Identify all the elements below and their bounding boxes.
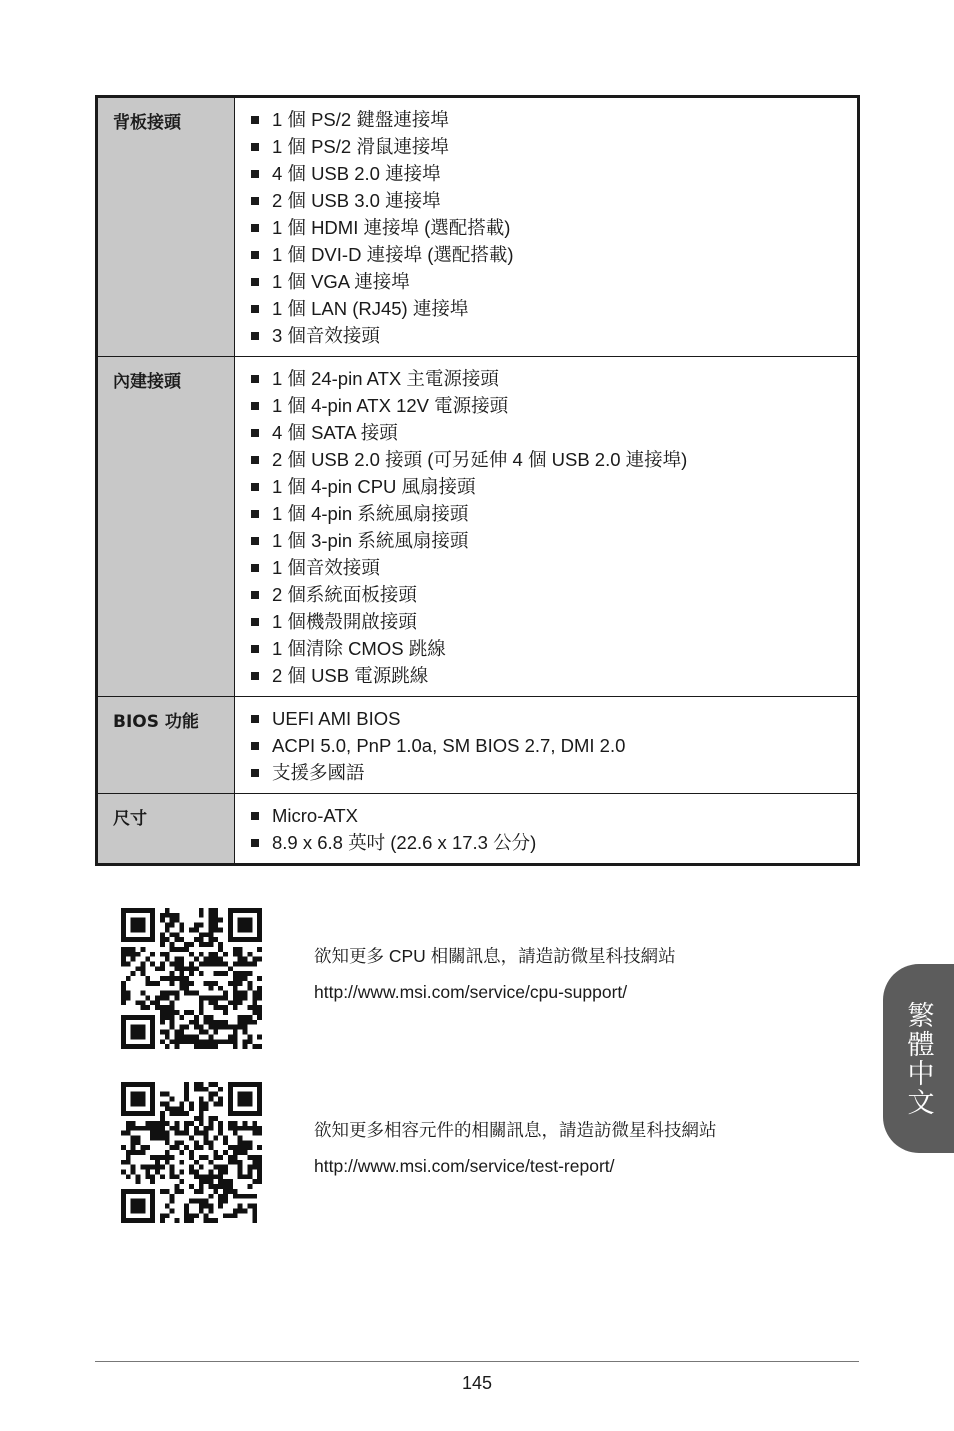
spec-item: 1 個 4-pin ATX 12V 電源接頭 xyxy=(250,392,857,419)
spec-item: 8.9 x 6.8 英吋 (22.6 x 17.3 公分) xyxy=(250,829,857,856)
spec-item: 3 個音效接頭 xyxy=(250,322,857,349)
spec-item: 2 個 USB 2.0 接頭 (可另延伸 4 個 USB 2.0 連接埠) xyxy=(250,446,857,473)
qr-info-test-report xyxy=(314,1112,717,1184)
spec-item: 1 個 LAN (RJ45) 連接埠 xyxy=(250,295,857,322)
spec-item: 1 個 VGA 連接埠 xyxy=(250,268,857,295)
spec-item: 支援多國語 xyxy=(250,759,857,786)
spec-item: 2 個 USB 電源跳線 xyxy=(250,662,857,689)
spec-item-list xyxy=(250,705,857,786)
spec-item: 1 個 24-pin ATX 主電源接頭 xyxy=(250,365,857,392)
spec-item: 1 個機殼開啟接頭 xyxy=(250,608,857,635)
spec-item: 1 個 3-pin 系統風扇接頭 xyxy=(250,527,857,554)
spec-item: UEFI AMI BIOS xyxy=(250,705,857,732)
spec-row-label: 內建接頭 xyxy=(97,357,235,697)
spec-item: Micro-ATX xyxy=(250,802,857,829)
page-number: 145 xyxy=(461,1373,493,1393)
spec-item-list xyxy=(250,106,857,349)
spec-item: 1 個 PS/2 滑鼠連接埠 xyxy=(250,133,857,160)
spec-row-label: BIOS 功能 xyxy=(97,697,235,794)
qr-caption: 欲知更多 CPU 相關訊息，請造訪微星科技網站 xyxy=(314,946,676,966)
spec-row-internal-connectors xyxy=(97,357,859,697)
qr-info-cpu-support xyxy=(314,938,676,1010)
spec-item: 1 個音效接頭 xyxy=(250,554,857,581)
spec-item-list xyxy=(250,802,857,856)
spec-row-rear-io xyxy=(97,97,859,357)
language-tab: 繁體中文 xyxy=(883,964,954,1153)
spec-item: ACPI 5.0, PnP 1.0a, SM BIOS 2.7, DMI 2.0 xyxy=(250,732,857,759)
spec-item: 1 個 PS/2 鍵盤連接埠 xyxy=(250,106,857,133)
qr-code-cpu-support xyxy=(121,908,262,1049)
spec-item: 1 個 4-pin CPU 風扇接頭 xyxy=(250,473,857,500)
spec-item: 1 個清除 CMOS 跳線 xyxy=(250,635,857,662)
spec-item-list xyxy=(250,365,857,689)
qr-code-test-report xyxy=(121,1082,262,1223)
spec-row-bios xyxy=(97,697,859,794)
spec-table xyxy=(95,95,860,866)
spec-row-dimensions xyxy=(97,794,859,865)
spec-row-label: 背板接頭 xyxy=(97,97,235,357)
qr-caption: 欲知更多相容元件的相關訊息，請造訪微星科技網站 xyxy=(314,1120,717,1140)
spec-item: 2 個系統面板接頭 xyxy=(250,581,857,608)
spec-row-label: 尺寸 xyxy=(97,794,235,865)
spec-item: 4 個 SATA 接頭 xyxy=(250,419,857,446)
footer-divider xyxy=(95,1361,859,1362)
qr-url-link[interactable]: http://www.msi.com/service/test-report/ xyxy=(314,1156,615,1176)
qr-url-link[interactable]: http://www.msi.com/service/cpu-support/ xyxy=(314,982,628,1002)
spec-item: 1 個 4-pin 系統風扇接頭 xyxy=(250,500,857,527)
spec-item: 4 個 USB 2.0 連接埠 xyxy=(250,160,857,187)
spec-item: 1 個 HDMI 連接埠 (選配搭載) xyxy=(250,214,857,241)
spec-item: 2 個 USB 3.0 連接埠 xyxy=(250,187,857,214)
spec-item: 1 個 DVI-D 連接埠 (選配搭載) xyxy=(250,241,857,268)
